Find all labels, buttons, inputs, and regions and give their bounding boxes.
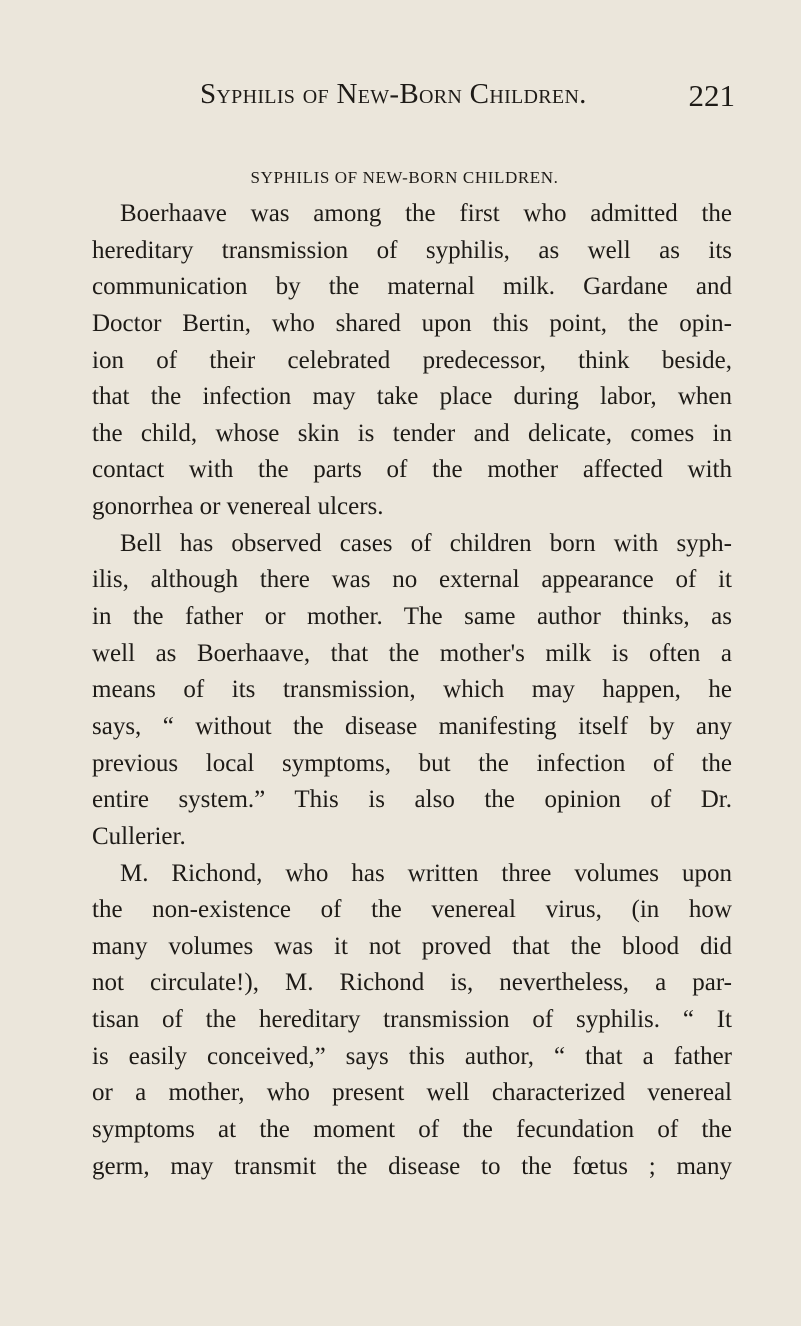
text-line: says, “ without the disease manifesting itself by any — [92, 712, 732, 740]
page-number: 221 — [688, 78, 735, 113]
running-title: Syphilis of New-Born Children. — [200, 78, 587, 110]
text-line: Doctor Bertin, who shared upon this point, the opin- — [92, 309, 732, 337]
text-line: ilis, although there was no external appearance of it — [92, 566, 732, 594]
section-heading: SYPHILIS OF NEW-BORN CHILDREN. — [250, 168, 559, 187]
text-line: symptoms at the moment of the fecundation of the — [92, 1116, 732, 1144]
text-line: in the father or mother. The same author thinks, as — [92, 603, 732, 631]
text-line: ion of their celebrated predecessor, think beside, — [92, 346, 732, 374]
text-line: Boerhaave was among the first who admitted the — [120, 200, 732, 227]
text-line: gonorrhea or venereal ulcers. — [92, 493, 384, 521]
text-line: communication by the maternal milk. Gardane and — [92, 273, 732, 301]
text-line: tisan of the hereditary transmission of syphilis. “ It — [92, 1006, 732, 1034]
text-line: hereditary transmission of syphilis, as well as its — [92, 236, 732, 264]
text-line: that the infection may take place during labor, when — [92, 383, 732, 411]
text-line: M. Richond, who has written three volumes upon — [120, 859, 732, 887]
text-line: contact with the parts of the mother affected with — [92, 456, 732, 484]
text-line: means of its transmission, which may happen, he — [92, 676, 732, 704]
text-line: the child, whose skin is tender and delicate, comes in — [92, 419, 732, 447]
text-line: the non-existence of the venereal virus, (in how — [92, 896, 732, 924]
text-line: is easily conceived,” says this author, “ that a father — [92, 1042, 732, 1070]
body-text — [92, 196, 732, 1185]
text-line: germ, may transmit the disease to the fœtus ; many — [92, 1152, 732, 1180]
text-line: or a mother, who present well characterized venereal — [92, 1079, 732, 1107]
text-line: Bell has observed cases of children born with syph- — [120, 529, 732, 557]
text-line: entire system.” This is also the opinion of Dr. — [92, 786, 732, 814]
text-line: well as Boerhaave, that the mother's milk is often a — [92, 639, 732, 667]
text-line: many volumes was it not proved that the blood did — [92, 932, 732, 960]
running-head — [200, 78, 735, 122]
text-line: Cullerier. — [92, 822, 186, 850]
text-line: not circulate!), M. Richond is, nevertheless, a par- — [92, 969, 732, 997]
text-line: previous local symptoms, but the infection of the — [92, 749, 732, 777]
